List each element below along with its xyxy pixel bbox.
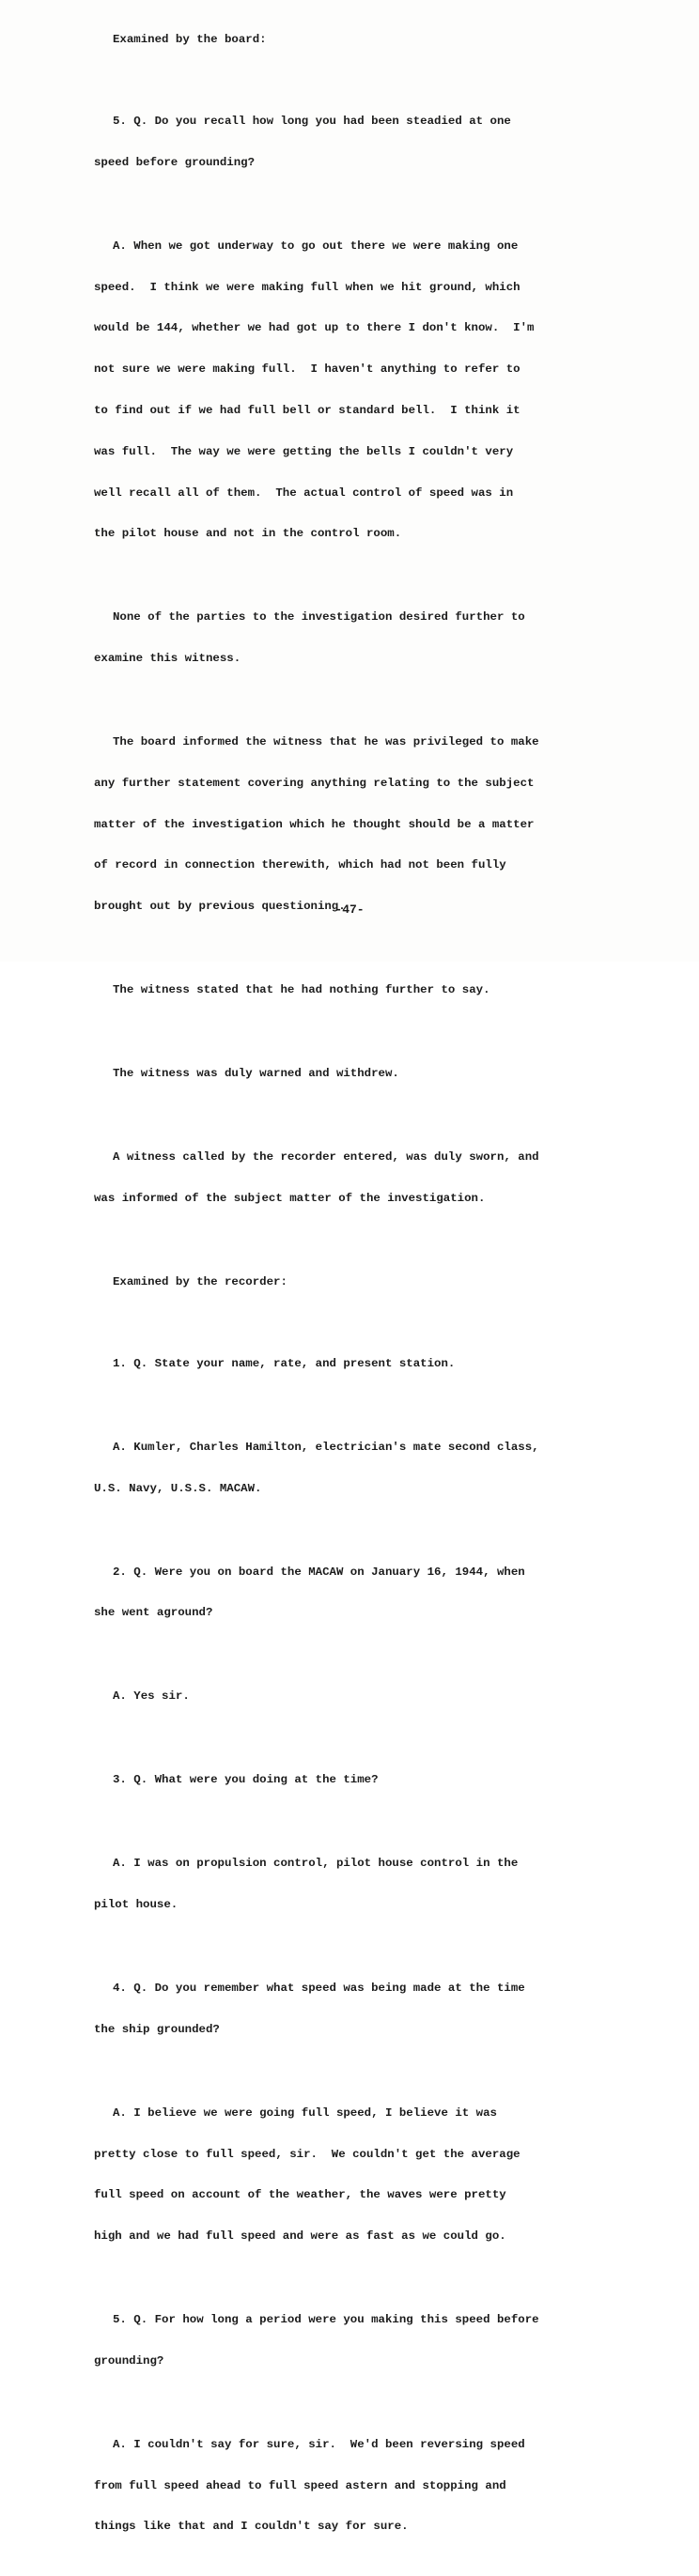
text-line: the ship grounded? [94,2022,220,2036]
text-line: would be 144, whether we had got up to there I don't know. I'm [94,321,535,335]
page-number: -47- [334,902,365,917]
text-line: 4. Q. Do you remember what speed was being made at the time [113,1982,525,1995]
text-line: speed. I think we were making full when we hit ground, which [94,280,520,294]
text-line: any further statement covering anything relating to the subject [94,776,535,790]
question-5 [94,87,606,197]
text-line: 5. Q. For how long a period were you making this speed before [113,2313,539,2327]
recorder-question-2 [94,1537,606,1647]
no-further-examination [94,583,606,693]
text-line: A. I couldn't say for sure, sir. We'd been reversing speed [113,2437,525,2451]
text-line: well recall all of them. The actual control of speed was in [94,486,514,500]
text-line: A. Kumler, Charles Hamilton, electrician's mate second class, [113,1440,539,1454]
new-witness-sworn [94,1123,606,1233]
text-line: high and we had full speed and were as fast as we could go. [94,2229,506,2244]
text-column [94,6,606,2576]
section-heading-board [94,6,606,74]
text-line: A. Yes sir. [113,1689,190,1704]
text-line: she went aground? [94,1606,213,1620]
text-line: 1. Q. State your name, rate, and present station. [113,1356,456,1370]
recorder-answer-5 [94,2411,606,2562]
text-line: A witness called by the recorder entered, was duly sworn, and [113,1150,539,1165]
text-line: 5. Q. Do you recall how long you had been steadied at one [113,115,511,129]
text-line: A. I was on propulsion control, pilot house control in the [113,1857,519,1871]
text-line: Examined by the board: [113,33,267,47]
text-line: of record in connection therewith, which had not been fully [94,858,506,872]
recorder-question-3 [94,1746,606,1814]
text-line: pilot house. [94,1898,179,1912]
text-line: to find out if we had full bell or standard bell. I think it [94,404,520,418]
text-line: was informed of the subject matter of the investigation. [94,1191,486,1205]
text-line: 3. Q. What were you doing at the time? [113,1773,379,1787]
witness-withdrew [94,1040,606,1108]
text-line: not sure we were making full. I haven't anything to refer to [94,362,520,377]
text-line: 2. Q. Were you on board the MACAW on January 16, 1944, when [113,1565,525,1579]
recorder-answer-1 [94,1413,606,1523]
text-line: things like that and I couldn't say for sure. [94,2520,409,2534]
text-line: examine this witness. [94,652,241,666]
text-line: grounding? [94,2353,164,2368]
text-line: Examined by the recorder: [113,1274,287,1288]
text-line: speed before grounding? [94,155,256,169]
text-line: The witness stated that he had nothing further to say. [113,983,490,997]
text-line: A. When we got underway to go out there we were making one [113,239,519,253]
text-line: U.S. Navy, U.S.S. MACAW. [94,1481,262,1495]
text-line: None of the parties to the investigation desired further to [113,610,525,625]
text-line: from full speed ahead to full speed astern and stopping and [94,2478,506,2492]
witness-nothing-further [94,956,606,1025]
recorder-answer-4 [94,2079,606,2271]
recorder-answer-3 [94,1829,606,1939]
text-line: brought out by previous questioning. [94,900,346,914]
text-line: the pilot house and not in the control room. [94,527,402,541]
text-line: full speed on account of the weather, the waves were pretty [94,2188,506,2202]
text-line: The board informed the witness that he was privileged to make [113,735,539,749]
answer-5 [94,212,606,568]
text-line: matter of the investigation which he thought should be a matter [94,817,535,831]
text-line: was full. The way we were getting the bells I couldn't very [94,444,514,458]
text-line: A. I believe we were going full speed, I believe it was [113,2106,497,2120]
text-line: The witness was duly warned and withdrew. [113,1067,399,1081]
recorder-question-1 [94,1330,606,1398]
section-heading-recorder [94,1248,606,1317]
text-line: pretty close to full speed, sir. We couldn't get the average [94,2147,520,2161]
recorder-question-4 [94,1954,606,2064]
recorder-question-5 [94,2286,606,2396]
recorder-answer-2 [94,1662,606,1731]
